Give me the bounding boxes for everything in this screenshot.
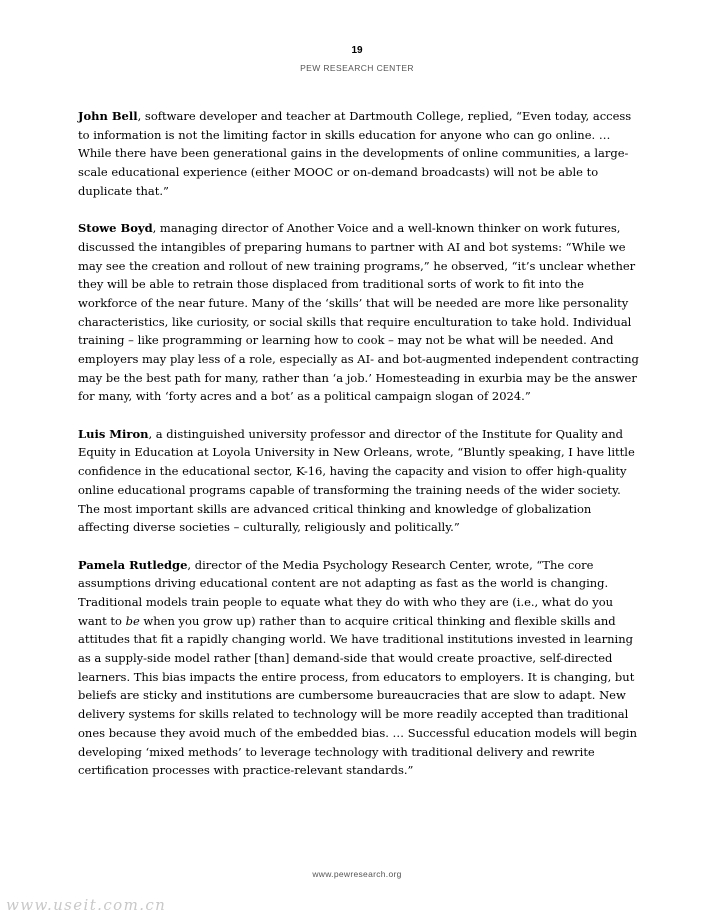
speaker-name: Pamela Rutledge (78, 557, 188, 572)
quote-text: , a distinguished university professor and director of the Institute for Quality and Equity in Education at Loyola University in New Orleans, wrote, “Bluntly speaking, I have little confidence in the educational sector, K-16, having the capacity and vision to offer high-quality online educational programs capable of transforming the training needs of the wider society. The most important skills are advanced critical thinking and knowledge of globalization affecting diverse societies – culturally, religiously and politically.” (78, 426, 635, 535)
quote-paragraph (78, 556, 643, 780)
page-header (0, 44, 714, 75)
quote-paragraph (78, 107, 643, 201)
page-number: 19 (351, 45, 363, 56)
quote-text: , software developer and teacher at Dartmouth College, replied, “Even today, access to information is not the limiting factor in skills education for anyone who can go online. … While there have been generational gains in the developments of online communities, a large-scale educational experience (either MOOC or on-demand broadcasts) will not be able to duplicate that.” (78, 109, 632, 198)
main-content (78, 107, 643, 799)
quote-paragraph (78, 425, 643, 537)
quote-text: when you grow up) rather than to acquire critical thinking and flexible skills and attitudes that fit a rapidly changing world. We have traditional institutions invested in learning as a supply-side model rather [than] demand-side that would create proactive, self-directed learners. This bias impacts the entire process, from educators to employers. It is changing, but beliefs are sticky and institutions are cumbersome bureaucracies that are slow to adapt. New delivery systems for skills related to technology will be more readily accepted than traditional ones because they avoid much of the embedded bias. … Successful education models will begin developing ‘mixed methods’ to leverage technology with traditional delivery and rewrite certification processes with practice-relevant standards.” (78, 613, 638, 778)
quote-paragraph (78, 219, 643, 406)
speaker-name: Stowe Boyd (78, 221, 153, 236)
organization-name: PEW RESEARCH CENTER (300, 63, 414, 73)
speaker-name: John Bell (78, 109, 138, 123)
quote-text: , director of the Media Psychology Research Center, wrote, “The core assumptions driving educational content are not adapting as fast as the world is changing. Traditional models train people to equate what they do with who they are (i.e., what do you want to (78, 557, 614, 628)
footer-url: www.pewresearch.org (312, 869, 402, 879)
quote-text-italic: be (125, 613, 140, 628)
watermark: www.useit.com.cn (6, 896, 167, 914)
quote-text: , managing director of Another Voice and a well-known thinker on work futures, discussed the intangibles of preparing humans to partner with AI and bot systems: “While we may see the creation and rollout of new training programs,” he observed, “it’s unclear whether they will be able to retrain those displaced from traditional sorts of work to fit into the workforce of the near future. Many of the ‘skills’ that will be needed are more like personality characteristics, like curiosity, or social skills that require enculturation to take hold. Individual training – like programming or learning how to cook – may not be what will be needed. And employers may play less of a role, especially as AI- and bot-augmented independent contracting may be the best path for many, rather than ‘a job.’ Homesteading in exurbia may be the answer for many, with ‘forty acres and a bot’ as a political campaign slogan of 2024.” (78, 221, 639, 404)
speaker-name: Luis Miron (78, 426, 149, 441)
